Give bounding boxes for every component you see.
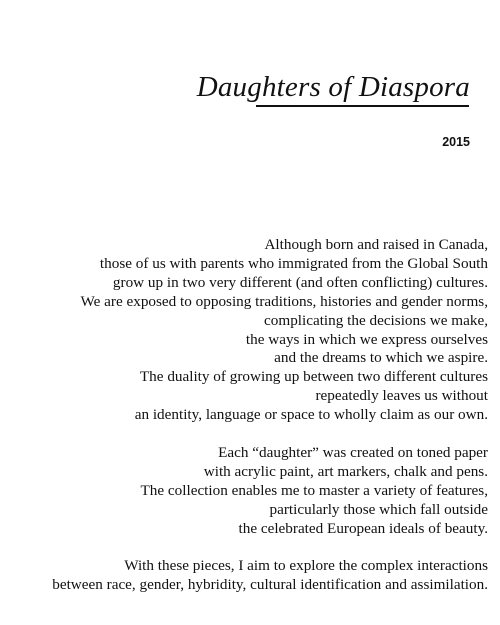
statement-line: an identity, language or space to wholly claim as our own. (134, 406, 488, 424)
document-year: 2015 (442, 135, 470, 149)
statement-line: the ways in which we express ourselves (245, 330, 488, 348)
statement-line: between race, gender, hybridity, cultural identification and assimilation. (52, 576, 488, 594)
document-title: Daughters of Diaspora (196, 71, 470, 103)
statement-line: particularly those which fall outside (269, 500, 488, 518)
statement-line: The collection enables me to master a variety of features, (140, 481, 488, 499)
statement-paragraph-process (8, 444, 488, 539)
statement-line: With these pieces, I aim to explore the complex interactions (124, 557, 488, 575)
statement-line: We are exposed to opposing traditions, histories and gender norms, (80, 292, 488, 310)
artist-statement (8, 236, 488, 595)
statement-line: repeatedly leaves us without (315, 387, 488, 405)
statement-line: grow up in two very different (and often conflicting) cultures. (112, 273, 488, 291)
title-underline (256, 105, 469, 107)
statement-line: complicating the decisions we make, (264, 311, 488, 329)
statement-line: those of us with parents who immigrated from the Global South (99, 254, 488, 272)
statement-line: the celebrated European ideals of beauty. (238, 519, 488, 537)
statement-line: Although born and raised in Canada, (264, 236, 488, 253)
statement-line: The duality of growing up between two different cultures (139, 368, 488, 386)
statement-line: with acrylic paint, art markers, chalk and pens. (203, 462, 488, 480)
statement-line: and the dreams to which we aspire. (274, 349, 488, 367)
statement-paragraph-intro (8, 236, 488, 425)
statement-line: Each “daughter” was created on toned paper (218, 443, 488, 461)
statement-paragraph-aim (8, 557, 488, 595)
